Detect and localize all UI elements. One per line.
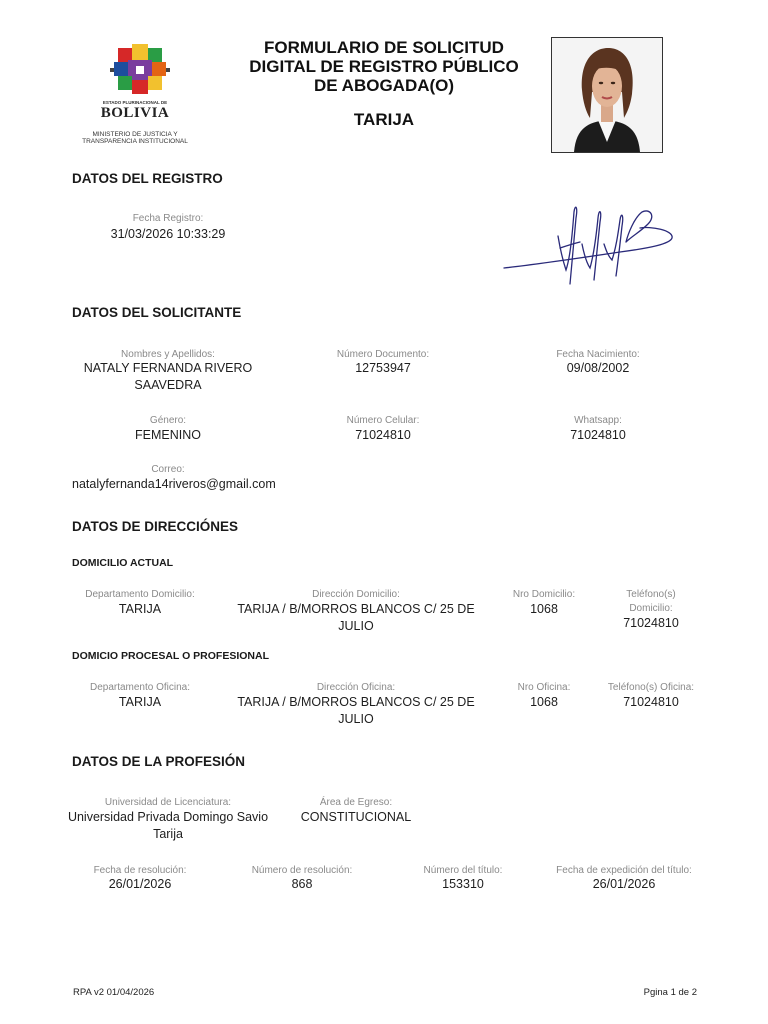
numero-resolucion-value: 868 (291, 877, 313, 891)
genero-label: Género: (149, 415, 187, 426)
logo-country: BOLIVIA (100, 105, 170, 121)
depto-oficina-label: Departamento Oficina: (89, 682, 191, 693)
signature-image (500, 198, 675, 288)
nacimiento-value: 09/08/2002 (566, 361, 630, 375)
form-title (220, 38, 548, 129)
dir-domicilio-value-line2: JULIO (338, 619, 374, 633)
nro-oficina-value: 1068 (530, 695, 558, 709)
logo-ministry-line1: MINISTERIO DE JUSTICIA Y (92, 131, 178, 138)
area-egreso-label: Área de Egreso: (319, 797, 393, 808)
fecha-resolucion-value: 26/01/2026 (108, 877, 172, 891)
footer-version: RPA v2 01/04/2026 (73, 987, 155, 998)
tel-domicilio-label-line1: Teléfono(s) (626, 589, 676, 600)
depto-oficina-value: TARIJA (118, 695, 162, 709)
section-heading-registro: DATOS DEL REGISTRO (72, 171, 223, 186)
dir-oficina-label: Dirección Oficina: (316, 682, 396, 693)
fecha-registro-label: Fecha Registro: (132, 213, 204, 224)
person-photo-icon (552, 38, 662, 152)
dir-oficina-value-line2: JULIO (338, 712, 374, 726)
depto-domicilio-label: Departamento Domicilio: (85, 589, 195, 600)
tel-oficina-label: Teléfono(s) Oficina: (607, 682, 695, 693)
nombres-value-line1: NATALY FERNANDA RIVERO (83, 361, 253, 375)
handwritten-signature-icon (500, 198, 675, 288)
subheading-domicilio-procesal: DOMICIO PROCESAL O PROFESIONAL (72, 650, 269, 662)
numero-resolucion-label: Número de resolución: (251, 865, 353, 876)
nro-oficina-label: Nro Oficina: (517, 682, 571, 693)
title-line-1: FORMULARIO DE SOLICITUD (264, 38, 504, 57)
numero-titulo-label: Número del título: (423, 865, 503, 876)
tel-oficina-value: 71024810 (623, 695, 679, 709)
tel-domicilio-value: 71024810 (623, 616, 679, 630)
nro-domicilio-value: 1068 (530, 602, 558, 616)
whatsapp-label: Whatsapp: (574, 415, 622, 426)
city-title: TARIJA (353, 110, 415, 129)
footer-page-number: Pgina 1 de 2 (643, 987, 697, 998)
celular-label: Número Celular: (346, 415, 420, 426)
nro-domicilio-label: Nro Domicilio: (512, 589, 576, 600)
logo-ministry-line2: TRANSPARENCIA INSTITUCIONAL (82, 138, 188, 145)
dir-oficina-value-line1: TARIJA / B/MORROS BLANCOS C/ 25 DE (237, 695, 475, 709)
fecha-expedicion-value: 26/01/2026 (592, 877, 656, 891)
nombres-value-line2: SAAVEDRA (134, 378, 202, 392)
logo-small-text: ESTADO PLURINACIONAL DE (102, 100, 168, 105)
universidad-value-line2: Tarija (153, 827, 183, 841)
correo-value: natalyfernanda14riveros@gmail.com (72, 477, 276, 491)
section-heading-profesion: DATOS DE LA PROFESIÓN (72, 754, 246, 769)
universidad-label: Universidad de Licenciatura: (104, 797, 232, 808)
fecha-registro-value: 31/03/2026 10:33:29 (110, 227, 226, 241)
applicant-photo (551, 37, 663, 153)
universidad-value-line1: Universidad Privada Domingo Savio (67, 810, 269, 824)
tel-domicilio-label-line2: Domicilio: (629, 603, 673, 614)
area-egreso-value: CONSTITUCIONAL (300, 810, 412, 824)
documento-value: 12753947 (355, 361, 411, 375)
subheading-domicilio-actual: DOMICILIO ACTUAL (72, 557, 174, 569)
dir-domicilio-label: Dirección Domicilio: (312, 589, 400, 600)
fecha-resolucion-label: Fecha de resolución: (93, 865, 187, 876)
nombres-label: Nombres y Apellidos: (121, 349, 215, 360)
section-heading-direcciones: DATOS DE DIRECCIÓNES (72, 519, 239, 534)
nacimiento-label: Fecha Nacimiento: (556, 349, 640, 360)
genero-value: FEMENINO (135, 428, 201, 442)
ministry-logo (80, 40, 200, 150)
fecha-expedicion-label: Fecha de expedición del título: (556, 865, 692, 876)
dir-domicilio-value-line1: TARIJA / B/MORROS BLANCOS C/ 25 DE (237, 602, 475, 616)
documento-label: Número Documento: (336, 349, 430, 360)
title-line-3: DE ABOGADA(O) (313, 76, 455, 95)
correo-label: Correo: (151, 464, 185, 475)
coat-of-arms-icon (80, 40, 200, 102)
section-heading-solicitante: DATOS DEL SOLICITANTE (72, 305, 242, 320)
numero-titulo-value: 153310 (442, 877, 484, 891)
whatsapp-value: 71024810 (570, 428, 626, 442)
depto-domicilio-value: TARIJA (118, 602, 162, 616)
celular-value: 71024810 (355, 428, 411, 442)
title-line-2: DIGITAL DE REGISTRO PÚBLICO (249, 57, 519, 76)
